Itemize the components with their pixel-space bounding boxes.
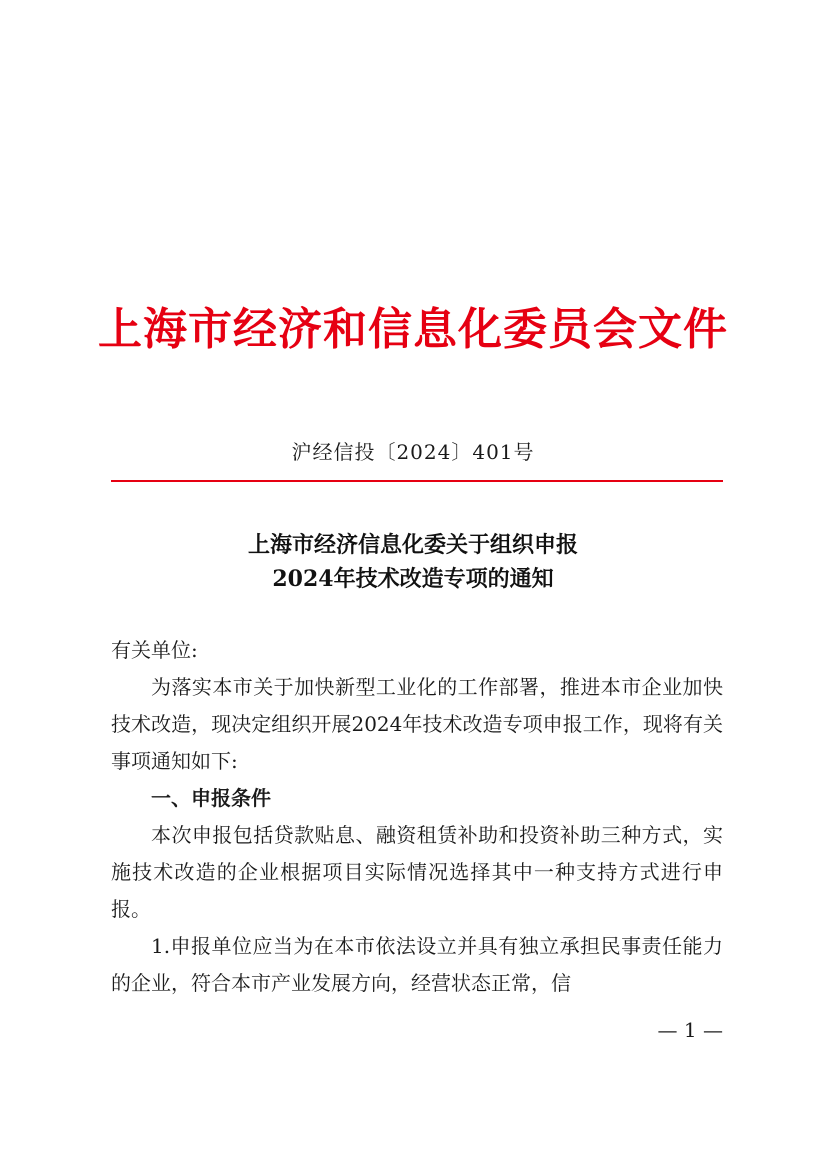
intro-paragraph: 为落实本市关于加快新型工业化的工作部署，推进本市企业加快技术改造，现决定组织开展2024年技术改造专项申报工作，现将有关事项通知如下: — [111, 675, 723, 773]
section-heading-requirements: 一、申报条件 — [151, 786, 271, 810]
issuer-title: 上海市经济和信息化委员会文件 — [98, 304, 728, 355]
notice-title-line-2: 2024年技术改造专项的通知 — [272, 566, 554, 592]
notice-body — [111, 632, 723, 1002]
requirement-item-1: 1.申报单位应当为在本市依法设立并具有独立承担民事责任能力的企业，符合本市产业发展方向，经营状态正常，信 — [111, 934, 723, 995]
requirements-paragraph: 本次申报包括贷款贴息、融资租赁补助和投资补助三种方式，实施技术改造的企业根据项目实际情况选择其中一种支持方式进行申报。 — [111, 823, 723, 921]
notice-title — [0, 528, 826, 596]
page-number: — 1 — — [657, 1018, 723, 1042]
notice-title-line-1: 上海市经济信息化委关于组织申报 — [247, 532, 578, 558]
red-divider — [111, 480, 723, 482]
salutation: 有关单位: — [111, 638, 198, 662]
document-number: 沪经信投〔2024〕401号 — [291, 440, 535, 464]
